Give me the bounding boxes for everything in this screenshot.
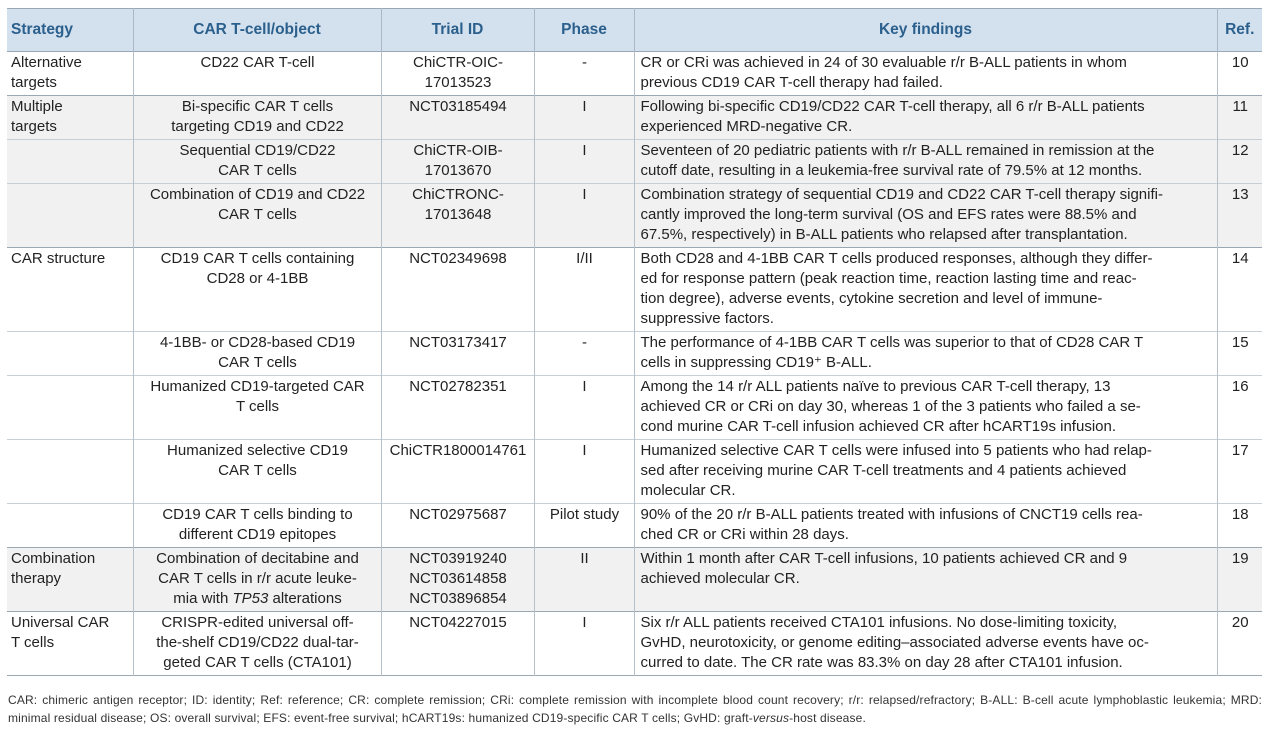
- table-row: [7, 440, 1262, 504]
- cell-trial-id: ChiCTRONC- 17013648: [381, 184, 534, 248]
- cell-findings: Six r/r ALL patients received CTA101 infusions. No dose-limiting toxicity, GvHD, neurotoxicity, or genome editing–associated adverse events have oc- curred to date. The CR rate was 83.3% on day 28 after CTA101 infusion.: [634, 612, 1217, 676]
- cell-object: CRISPR-edited universal off- the-shelf CD19/CD22 dual-tar- geted CAR T cells (CTA101): [133, 612, 381, 676]
- header-trial-id: Trial ID: [381, 9, 534, 52]
- cell-trial-id: ChiCTR-OIC- 17013523: [381, 52, 534, 96]
- cell-trial-id: NCT02975687: [381, 504, 534, 548]
- header-row: [7, 9, 1262, 52]
- cell-trial-id: NCT03919240 NCT03614858 NCT03896854: [381, 548, 534, 612]
- table-row: [7, 248, 1262, 332]
- footnote-text-end: -host disease.: [789, 710, 866, 725]
- header-object: CAR T-cell/object: [133, 9, 381, 52]
- cell-strategy: CAR structure: [7, 248, 133, 332]
- cell-ref: 10: [1231, 54, 1249, 71]
- cell-findings: Both CD28 and 4-1BB CAR T cells produced responses, although they differ- ed for response pattern (peak reaction time, reaction lasting time and reac- tion degree), adverse events, cytokine secretion and level of immune- suppressive factors.: [634, 248, 1217, 332]
- cell-strategy: Universal CAR T cells: [7, 612, 133, 676]
- cell-phase: I: [534, 96, 634, 140]
- cell-ref: 14: [1231, 250, 1249, 267]
- cell-trial-id: NCT03185494: [381, 96, 534, 140]
- header-key-findings: Key findings: [634, 9, 1217, 52]
- cell-ref: 13: [1231, 186, 1249, 203]
- cell-object: Humanized selective CD19 CAR T cells: [133, 440, 381, 504]
- cell-object: Sequential CD19/CD22 CAR T cells: [133, 140, 381, 184]
- cell-phase: -: [534, 52, 634, 96]
- cell-trial-id: NCT02349698: [381, 248, 534, 332]
- cell-trial-id: NCT03173417: [381, 332, 534, 376]
- cell-object: Bi-specific CAR T cells targeting CD19 and CD22: [133, 96, 381, 140]
- car-t-strategies-table: [7, 8, 1262, 676]
- table-row: [7, 184, 1262, 248]
- cell-trial-id: ChiCTR1800014761: [381, 440, 534, 504]
- cell-strategy: [7, 440, 133, 504]
- cell-ref: 15: [1231, 334, 1249, 351]
- cell-findings: 90% of the 20 r/r B-ALL patients treated with infusions of CNCT19 cells rea- ched CR or CRi within 28 days.: [634, 504, 1217, 548]
- cell-phase: -: [534, 332, 634, 376]
- cell-phase: I: [534, 184, 634, 248]
- table-row: [7, 332, 1262, 376]
- cell-ref: 17: [1231, 442, 1249, 459]
- cell-strategy: [7, 332, 133, 376]
- cell-phase: I: [534, 440, 634, 504]
- cell-phase: I/II: [534, 248, 634, 332]
- cell-object-text-end: alterations: [268, 590, 342, 607]
- cell-object: Humanized CD19-targeted CAR T cells: [133, 376, 381, 440]
- gene-name: TP53: [232, 590, 269, 607]
- cell-object: 4-1BB- or CD28-based CD19 CAR T cells: [133, 332, 381, 376]
- cell-ref: 16: [1231, 378, 1249, 395]
- table-row: [7, 52, 1262, 96]
- footnote-italic: versus: [752, 710, 790, 725]
- cell-trial-id: ChiCTR-OIB- 17013670: [381, 140, 534, 184]
- cell-findings: Following bi-specific CD19/CD22 CAR T-cell therapy, all 6 r/r B-ALL patients experienced MRD-negative CR.: [634, 96, 1217, 140]
- cell-phase: II: [534, 548, 634, 612]
- cell-object: Combination of CD19 and CD22 CAR T cells: [133, 184, 381, 248]
- cell-ref: 18: [1231, 506, 1249, 523]
- cell-ref: 19: [1231, 550, 1249, 567]
- cell-trial-id: NCT02782351: [381, 376, 534, 440]
- cell-phase: I: [534, 612, 634, 676]
- cell-phase: I: [534, 376, 634, 440]
- cell-phase: I: [534, 140, 634, 184]
- cell-findings: Among the 14 r/r ALL patients naïve to previous CAR T-cell therapy, 13 achieved CR or CRi on day 30, whereas 1 of the 3 patients who failed a se- cond murine CAR T-cell infusion achieved CR after hCART19s infusion.: [634, 376, 1217, 440]
- cell-ref: 11: [1232, 98, 1249, 115]
- cell-strategy: [7, 504, 133, 548]
- cell-object: CD22 CAR T-cell: [133, 52, 381, 96]
- cell-strategy: Multiple targets: [7, 96, 133, 140]
- cell-findings: Combination strategy of sequential CD19 and CD22 CAR T-cell therapy signifi- cantly improved the long-term survival (OS and EFS rates were 88.5% and 67.5%, respectively) in B-ALL patients who relapsed after transplantation.: [634, 184, 1217, 248]
- cell-strategy: [7, 376, 133, 440]
- cell-object: CD19 CAR T cells containing CD28 or 4-1BB: [133, 248, 381, 332]
- footnote-text: CAR: chimeric antigen receptor; ID: identity; Ref: reference; CR: complete remission; CRi: complete remission with incomplete blood count recovery; r/r: relapsed/refractory; B-ALL: B-cell acute lymphoblastic leukemia; MRD: minimal residual disease; OS: overall survival; EFS: event-free survival; hCART19s: humanized CD19-specific CAR T cells; GvHD: graft-: [8, 693, 1262, 725]
- cell-object: [133, 548, 381, 612]
- header-ref: Ref.: [1217, 9, 1262, 52]
- table-row: [7, 140, 1262, 184]
- cell-object-text: Combination of decitabine and CAR T cells in r/r acute leuke- mia with: [156, 550, 359, 607]
- table-row: [7, 612, 1262, 676]
- cell-strategy: [7, 184, 133, 248]
- cell-findings: Seventeen of 20 pediatric patients with r/r B-ALL remained in remission at the cutoff date, resulting in a leukemia-free survival rate of 79.5% at 12 months.: [634, 140, 1217, 184]
- cell-trial-id: NCT04227015: [381, 612, 534, 676]
- cell-ref: 12: [1231, 142, 1249, 159]
- cell-findings: Within 1 month after CAR T-cell infusions, 10 patients achieved CR and 9 achieved molecular CR.: [634, 548, 1217, 612]
- cell-phase: Pilot study: [534, 504, 634, 548]
- table-row: [7, 548, 1262, 612]
- cell-ref: 20: [1231, 614, 1249, 631]
- cell-findings: CR or CRi was achieved in 24 of 30 evaluable r/r B-ALL patients in whom previous CD19 CAR T-cell therapy had failed.: [634, 52, 1217, 96]
- cell-strategy: [7, 140, 133, 184]
- cell-findings: The performance of 4-1BB CAR T cells was superior to that of CD28 CAR T cells in suppressing CD19⁺ B-ALL.: [634, 332, 1217, 376]
- cell-findings: Humanized selective CAR T cells were infused into 5 patients who had relap- sed after receiving murine CAR T-cell treatments and 4 patients achieved molecular CR.: [634, 440, 1217, 504]
- table-footnote: [8, 692, 1262, 727]
- cell-strategy: Combination therapy: [7, 548, 133, 612]
- cell-object: CD19 CAR T cells binding to different CD19 epitopes: [133, 504, 381, 548]
- cell-strategy: Alternative targets: [7, 52, 133, 96]
- table-row: [7, 504, 1262, 548]
- header-phase: Phase: [534, 9, 634, 52]
- table-row: [7, 96, 1262, 140]
- header-strategy: Strategy: [7, 9, 133, 52]
- table-row: [7, 376, 1262, 440]
